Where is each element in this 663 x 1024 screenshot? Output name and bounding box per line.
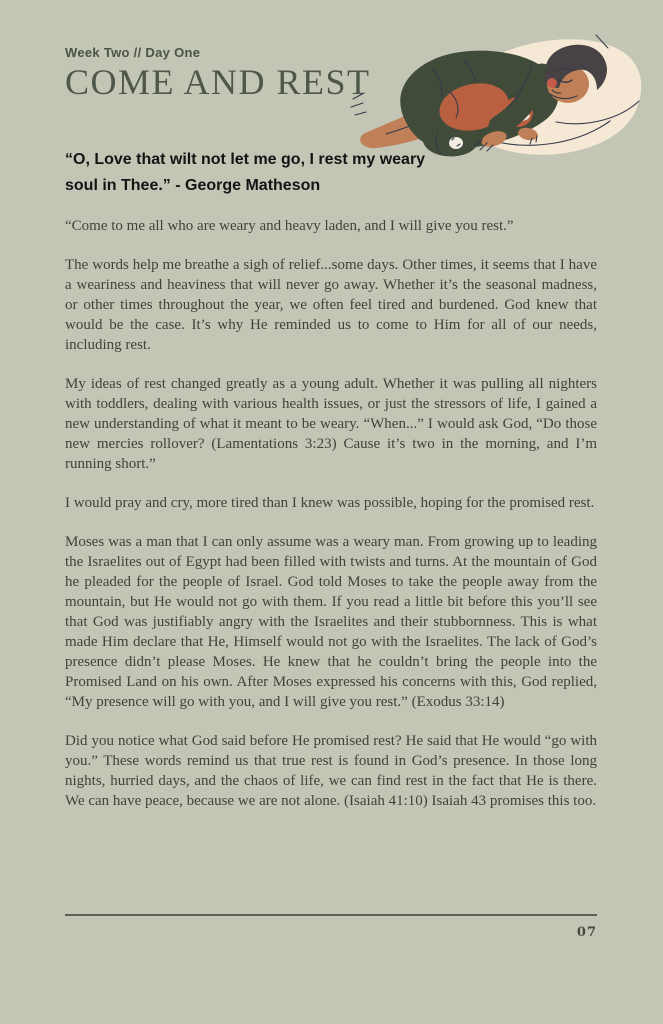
bear-foot-pad — [449, 137, 463, 149]
paragraph: I would pray and cry, more tired than I knew was possible, hoping for the promised rest. — [65, 494, 595, 511]
opening-quote: “O, Love that wilt not let me go, I rest my weary soul in Thee.” - George Matheson — [65, 150, 426, 194]
sleeping-person-illustration — [346, 22, 648, 163]
paragraph: Did you notice what God said before He promised rest? He said that He would “go with you.” These words remind us that true rest is found in God’s presence. In those long nights, hurried days, and the chaos of life, we can find rest in the fact that He is there. We can have peace, because we are not alone. (Isaiah 41:10) Isaiah 43 promises this too. — [65, 732, 597, 809]
paragraph: The words help me breathe a sigh of relief...some days. Other times, it seems that I have a weariness and heaviness that will never go away. Whether it’s the seasonal madness, or other times throughout the year, we often feel tired and burdened. God knew that would be the case. It’s why He reminded us to come to Him for all of our needs, including rest. — [65, 256, 597, 353]
body-text — [65, 216, 597, 811]
blush-mark — [547, 78, 557, 88]
page-number: 07 — [576, 925, 597, 940]
paragraph: My ideas of rest changed greatly as a young adult. Whether it was pulling all nighters with toddlers, dealing with various health issues, or just the stressors of life, I gained a new understanding of what it meant to be weary. “When...” I would ask God, “Do those new mercies rollover? (Lamentations 3:23) Cause it’s two in the morning, and I’m running short.” — [65, 375, 597, 472]
paragraph: “Come to me all who are weary and heavy laden, and I will give you rest.” — [65, 217, 514, 234]
week-day-label: Week Two // Day One — [65, 45, 201, 60]
page-title: COME AND REST — [65, 62, 371, 102]
paragraph: Moses was a man that I can only assume was a weary man. From growing up to leading the Israelites out of Egypt had been filled with twists and turns. At the mountain of God he pleaded for the people of Israel. God told Moses to take the people away from the mountain, but He would not go with them. If you read a little bit before this you’ll see that God was justifiably angry with the Israelites and their stubbornness. This is what made Him declare that He, Himself would not go with the Israelites. The lack of God’s presence didn’t please Moses. He knew that he couldn’t bring the people into the Promised Land on his own. After Moses expressed his concerns with this, God replied, “My presence will go with you, and I will give you rest.” (Exodus 33:14) — [65, 533, 597, 710]
footer-divider — [65, 914, 597, 916]
